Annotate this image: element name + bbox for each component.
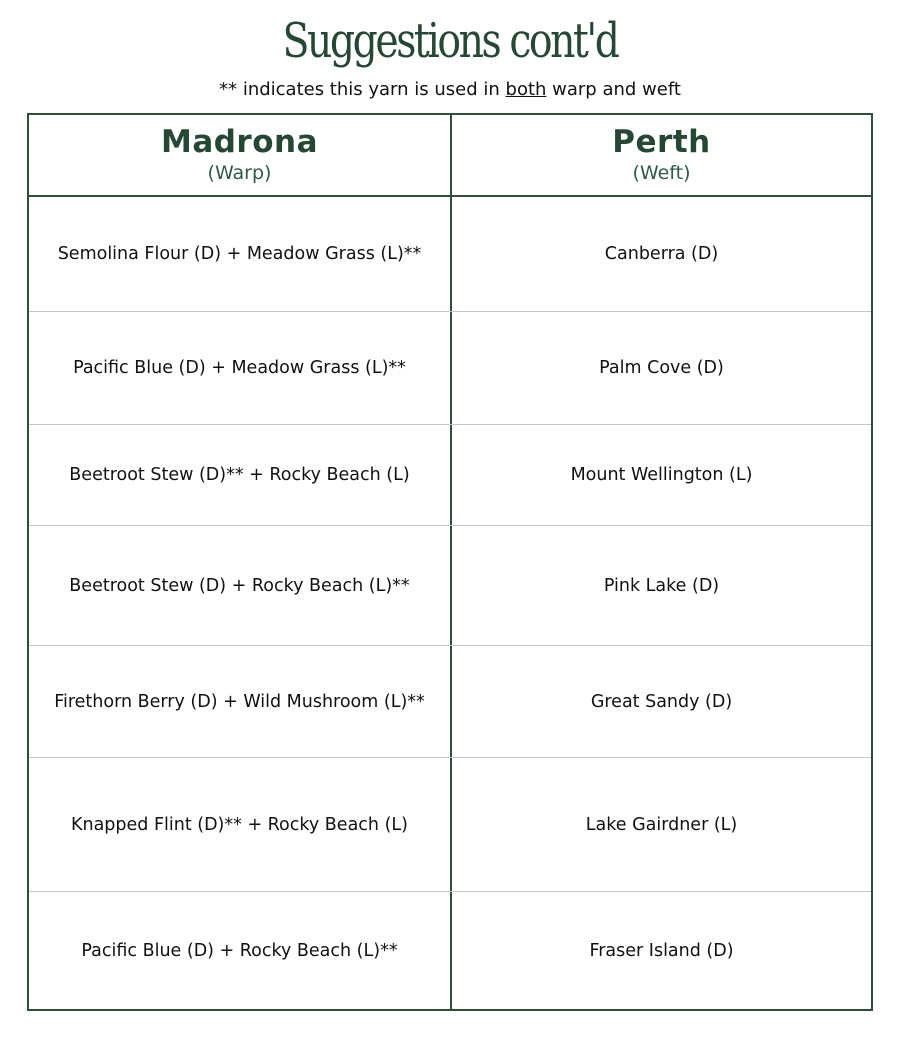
column-header-role: (Weft) [632, 162, 691, 184]
warp-cell: Beetroot Stew (D) + Rocky Beach (L)** [69, 575, 410, 596]
warp-cell: Pacific Blue (D) + Meadow Grass (L)** [73, 358, 406, 378]
column-header-warp [29, 115, 450, 195]
warp-cell: Pacific Blue (D) + Rocky Beach (L)** [81, 940, 398, 961]
page-title: Suggestions cont'd [282, 13, 618, 69]
weft-cell: Great Sandy (D) [590, 691, 733, 712]
legend-note-text-end: warp and weft [546, 79, 681, 100]
warp-cell: Firethorn Berry (D) + Wild Mushroom (L)** [54, 691, 425, 712]
column-header-name: Perth [612, 124, 711, 160]
column-header-name: Madrona [160, 124, 319, 160]
weft-cell: Palm Cove (D) [599, 358, 724, 378]
yarn-suggestions-table [27, 113, 873, 1011]
legend-note [0, 78, 900, 102]
column-header-role: (Warp) [207, 162, 272, 184]
legend-note-text: ** indicates this yarn is used in [219, 79, 506, 100]
weft-cell: Canberra (D) [604, 244, 719, 264]
weft-cell: Pink Lake (D) [603, 575, 720, 596]
weft-cell: Lake Gairdner (L) [585, 814, 738, 835]
weft-cell: Mount Wellington (L) [570, 465, 753, 485]
column-header-weft [452, 115, 871, 195]
weft-cell: Fraser Island (D) [589, 940, 734, 961]
legend-note-emphasis: both [505, 79, 547, 100]
warp-cell: Knapped Flint (D)** + Rocky Beach (L) [71, 814, 408, 835]
warp-cell: Beetroot Stew (D)** + Rocky Beach (L) [69, 465, 410, 485]
warp-cell: Semolina Flour (D) + Meadow Grass (L)** [57, 244, 422, 264]
